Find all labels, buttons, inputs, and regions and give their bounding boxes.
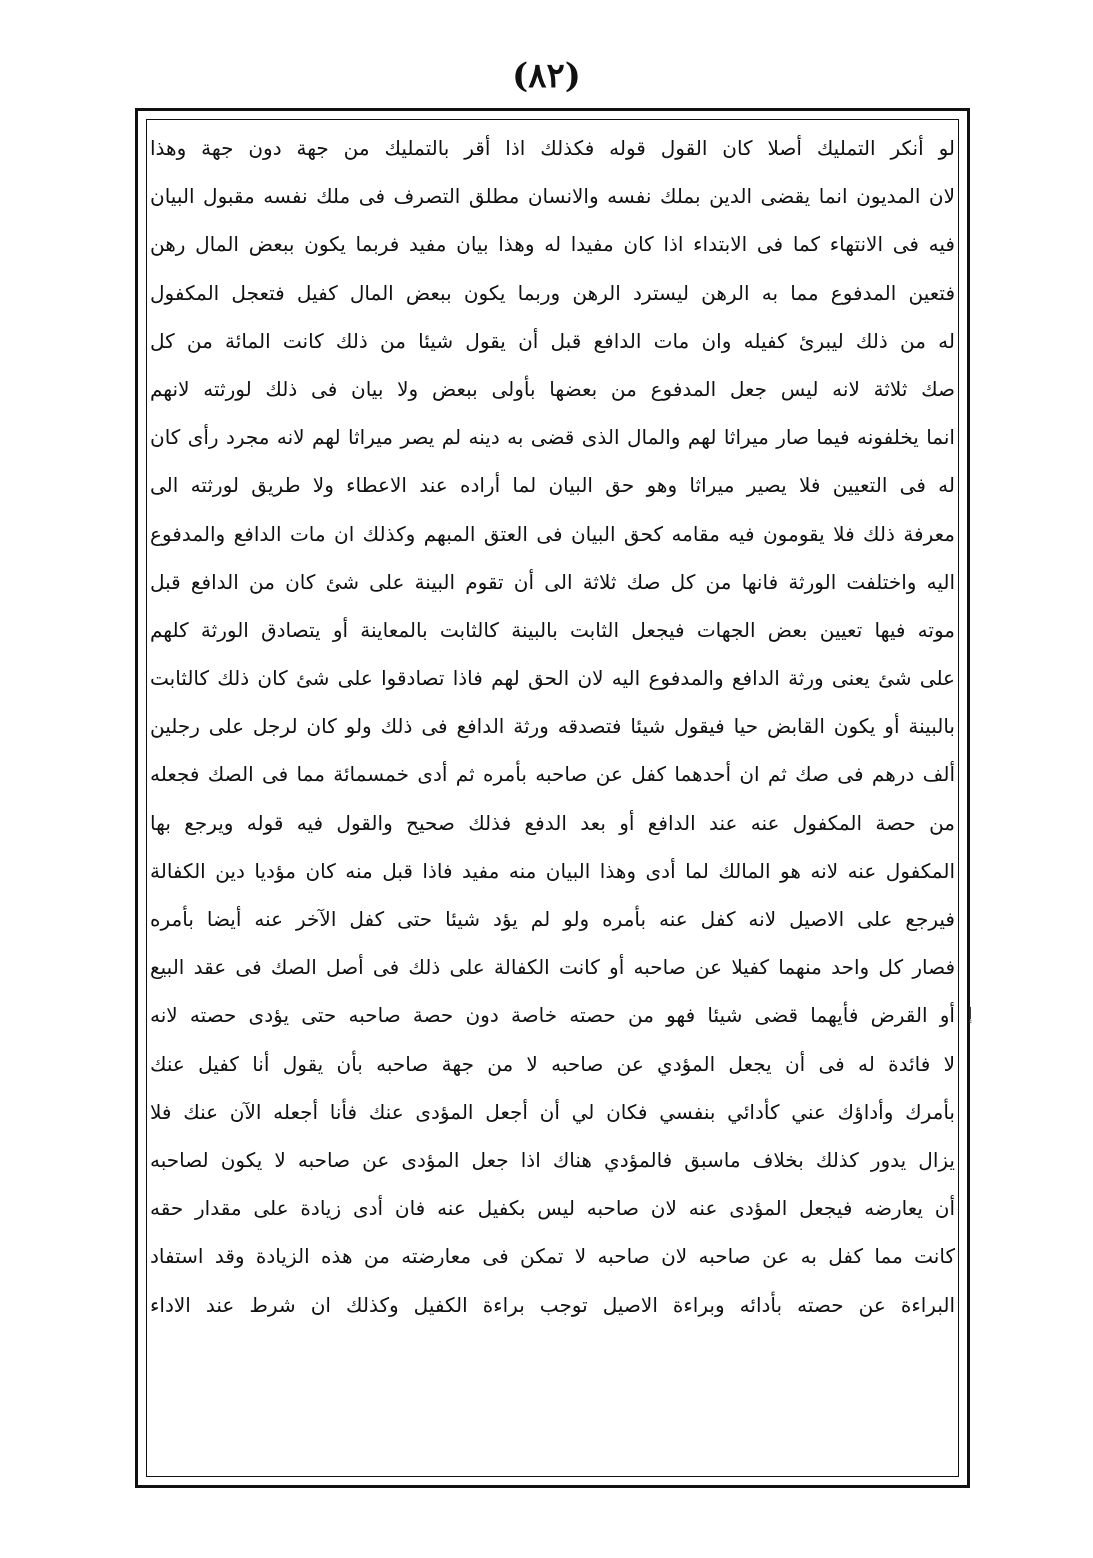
text-line: فصار كل واحد منهما كفيلا عن صاحبه أو كانت الكفالة على ذلك فى أصل الصك فى عقد البيع xyxy=(150,955,955,980)
text-line: له من ذلك ليبرئ كفيله وان مات الدافع قبل أن يقول شيئا من ذلك كانت المائة من كل xyxy=(150,328,955,353)
text-line: اليه واختلفت الورثة فانها من كل صك ثلاثة الى أن تقوم البينة على شئ كان من الدافع قبل xyxy=(150,569,955,594)
text-line: بالبينة أو يكون القابض حيا فيقول شيئا فتصدقه ورثة الدافع فى ذلك ولو كان لرجل على رجلين xyxy=(150,714,955,739)
text-line: من حصة المكفول عنه عند الدافع أو بعد الدفع فذلك صحيح والقول فيه قوله ويرجع بها xyxy=(150,810,955,835)
text-line: فيرجع على الاصيل لانه كفل عنه بأمره ولو لم يؤد شيئا حتى كفل الآخر عنه أيضا بأمره xyxy=(150,907,955,931)
text-line: انما يخلفونه فيما صار ميراثا لهم والمال الذى قضى به دينه لم يصر ميراثا لهم لانه مجرد رأى كان xyxy=(150,425,955,450)
text-line: صك ثلاثة لانه ليس جعل المدفوع من بعضها بأولى ببعض ولا بيان فى ذلك لورثته لانهم xyxy=(150,376,955,401)
text-line: البراءة عن حصته بأدائه وبراءة الاصيل توجب براءة الكفيل وكذلك ان شرط عند الاداء xyxy=(150,1292,955,1317)
text-line: ألف درهم فى صك ثم ان أحدهما كفل عن صاحبه بأمره ثم أدى خمسمائة مما فى الصك فجعله xyxy=(150,762,955,787)
text-line: لو أنكر التمليك أصلا كان القول قوله فكذلك اذا أقر بالتمليك من جهة دون جهة وهذا xyxy=(150,136,955,160)
text-line: كانت مما كفل به عن صاحبه لان صاحبه لا تمكن فى معارضته من هذه الزيادة وقد استفاد xyxy=(150,1244,955,1269)
text-line: المكفول عنه لانه هو المالك لما أدى وهذا البيان منه مفيد فاذا قبل منه كان مؤديا دين الكفالة xyxy=(150,858,955,883)
text-line: أن يعارضه فيجعل المؤدى عنه لان صاحبه ليس بكفيل عنه فان أدى زيادة على مقدار حقه xyxy=(150,1196,955,1221)
text-line: موته فيها تعيين بعض الجهات فيجعل الثابت بالبينة كالثابت بالمعاينة أو يتصادق الورثة كلهم xyxy=(150,617,955,642)
text-line: لا فائدة له فى أن يجعل المؤدي عن صاحبه لا من جهة صاحبه بأن يقول أنا كفيل عنك xyxy=(150,1051,955,1076)
text-body xyxy=(150,124,955,1329)
text-line: فيه فى الانتهاء كما فى الابتداء اذا كان مفيدا له وهذا بيان مفيد فربما يكون ببعض المال رهن xyxy=(150,232,955,257)
page-number: (٨٢) xyxy=(512,56,581,96)
text-line: بأمرك وأداؤك عني كأدائي بنفسي فكان لي أن أجعل المؤدى عنك فأنا أجعله الآن عنك فلا xyxy=(150,1099,955,1124)
text-line: له فى التعيين فلا يصير ميراثا وهو حق البيان لما أراده عند الاعطاء ولا طريق لورثته الى xyxy=(150,473,955,498)
text-line: أو القرض فأيهما قضى شيئا فهو من حصته خاصة دون حصة صاحبه حتى يؤدى حصته لانه xyxy=(150,1003,955,1028)
text-line: فتعين المدفوع مما به الرهن ليسترد الرهن وربما يكون ببعض المال كفيل فتعجل المكفول xyxy=(150,280,955,305)
margin-note: إ xyxy=(968,1004,973,1023)
text-line: يزال يدور كذلك بخلاف ماسبق فالمؤدي هناك اذا جعل المؤدى عن صاحبه لا يكون لصاحبه xyxy=(150,1147,955,1172)
text-line: على شئ يعنى ورثة الدافع والمدفوع اليه لان الحق لهم فاذا تصادقوا على شئ كان ذلك كالثابت xyxy=(150,666,955,691)
text-line: لان المديون انما يقضى الدين بملك نفسه والانسان مطلق التصرف فى ملك نفسه مقبول البيان xyxy=(150,184,955,209)
text-line: معرفة ذلك فلا يقومون فيه مقامه كحق البيان فى العتق المبهم وكذلك ان مات الدافع والمدفوع xyxy=(150,521,955,546)
